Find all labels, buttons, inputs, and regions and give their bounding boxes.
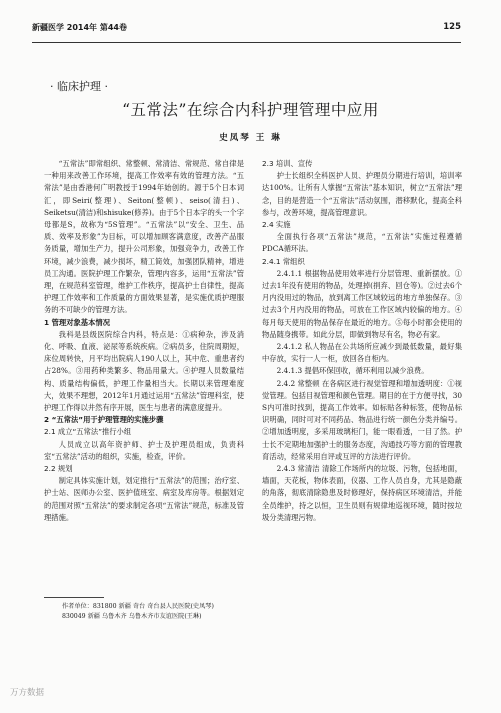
subsection-heading: 2.4 实施 (262, 220, 291, 230)
article-title: “五常法”在综合内科护理管理中应用 (122, 101, 379, 119)
running-header (32, 22, 461, 36)
body-paragraph: 全面执行各项“五常法”规范，“五常法”实施过程遵循PDCA循环法。 (262, 232, 462, 254)
subsection-heading: 2.4.1 常组织 (262, 256, 305, 266)
footnote-line: 作者单位：831800 新疆 奇台 奇台县人民医院(史凤琴) (62, 603, 214, 610)
body-paragraph: 2.4.1.3 提倡环保回收，循环利用以减少浪费。 (276, 366, 429, 376)
header-rule (32, 42, 461, 43)
watermark: 万方数据 (10, 688, 45, 698)
body-paragraph: 2.4.3 常清洁 清除工作场所内的垃圾、污物，包括地面，墙面，天花板，物体表面，仪器、工作人员自身，尤其是隐蔽的角落，彻底清除隐患及时修理好，保持病区环境清洁，并能全员维护，持之以恒，卫生员则有规律地巡视环境，随时按垃圾分类清理污物。 (262, 464, 462, 522)
left-column (44, 158, 244, 524)
body-paragraph: 制定具体实施计划，划定推行“五常法”的范围；治疗室、护士站、医师办公室、医护值班室、病室及库房等。根据划定的范围对照“五常法”的要求制定各项“五常法”规范，标准及管理措施。 (44, 476, 244, 522)
body-paragraph: 2.4.1.1 根据物品使用效率进行分层管理、重新摆放。①过去1年没有使用的物品，处理掉(捐弃、回仓等)。②过去6个月内没用过的物品，放到离工作区域较远的地方单独保存。③过去3个月内没用的物品，可放在工作区域内较偏的地方。④每月每天使用的物品保存在最近的地方。⑤每小时都会使用的物品随身携带。如此分层，即做到物尽有名，物必有家。 (262, 268, 462, 339)
subsection-heading: 2.1 成立“五常法”推行小组 (44, 427, 132, 437)
body-paragraph: “五常法”即常组织、常整顿、常清洁、常规范、常自律是一种用来改善工作环境，提高工作效率有效的管理方法。“五常法”是由香港何广明教授于1994年始创的。源于5个日本词汇，即Seiri(整理)、Seiton(整顿)、seiso(清扫)、Seiketsu(清洁)和shisuke(修养)。由于5个日本字的头一个字母都是S，故称为“5S管理”。“五常法”以“安全、卫生、品质、效率及形象”为目标，可以增加顾客满意度，改善产品服务质量，增加生产力，提升公司形象，加强竞争力，改善工作环境，减少浪费，减少损坏，精工简效，加强团队精神，增进员工沟通。医院护理工作繁杂，管理内容多，运用“五常法”管理，在规范科室管理，维护工作秩序，提高护士自律性，提高护理工作效率和工作质量的方面效果显著，是实施优质护理服务的不可缺少的管理方法。 (44, 159, 244, 315)
right-column (262, 158, 462, 524)
section-heading: 2 “五常法”用于护理管理的实施步骤 (44, 415, 164, 425)
body-paragraph: 护士长组织全科医护人员、护理员分期进行培训，培训率达100%。让所有人掌握“五常法”基本知识，树立“五常法”理念，目的是营造一个“五常法”活动氛围，潜移默化，提高全科参与，改善环境，提高管理意识。 (262, 171, 462, 217)
article-authors: 史凤琴 王 琳 (219, 133, 282, 143)
section-heading: 1 管理对象基本情况 (44, 317, 110, 327)
subsection-heading: 2.3 培训、宣传 (262, 159, 313, 168)
body-paragraph: 2.4.1.2 私人物品在公共场所应减少到最低数量，最好集中存放，实行一人一柜，放回各自柜内。 (262, 342, 462, 364)
body-paragraph: 人员成立以高年资护师、护士及护理员组成，负责科室“五常法”活动的组织，实施，检查，评价。 (44, 439, 244, 461)
subsection-heading: 2.2 规划 (44, 464, 73, 474)
section-tag: · 临床护理 · (50, 80, 108, 93)
page-number: 125 (443, 22, 461, 32)
footnote-rule (44, 597, 104, 598)
journal-name: 新疆医学 2014年 第44卷 (32, 23, 127, 32)
body-paragraph: 我科是县级医院综合内科，特点是：①病种杂，涉及消化、呼吸、血液、泌尿等系统疾病。②病员多，住院周期短，床位周转快，月平均出院病人190人以上，其中危、重患者约占28%。③用药种类繁多、物品用量大。④护理人员数量结构、质量结构偏低，护理工作量相当大。长期以来管理难度大，效果不理想，2012年1月通过运用“五常法”管理科室，使护理工作得以井然有序开展，医生与患者的满意度提升。 (44, 329, 244, 413)
footnote-line: 830049 新疆 乌鲁木齐 乌鲁木齐市友谊医院(王琳) (62, 613, 202, 620)
author-affiliation-footnote (62, 602, 214, 622)
body-paragraph: 2.4.2 常整顿 在各病区进行视觉管理和增加透明度：①视觉管理。包括目视管理和颜色管理。期目的在于方便寻找，30 S内可准时找到，提高工作效率。如标贴各种标签，使物品标识明确，同时可对不同药品、物品进行统一颜色分类并编号。②增加透明度，多采用玻璃柜门，能一眼看透，一目了然。护士长不定期地加强护士的服务态度，沟通技巧等方面的管理教育活动，经常采用自评或互评的方法进行评价。 (262, 378, 462, 461)
